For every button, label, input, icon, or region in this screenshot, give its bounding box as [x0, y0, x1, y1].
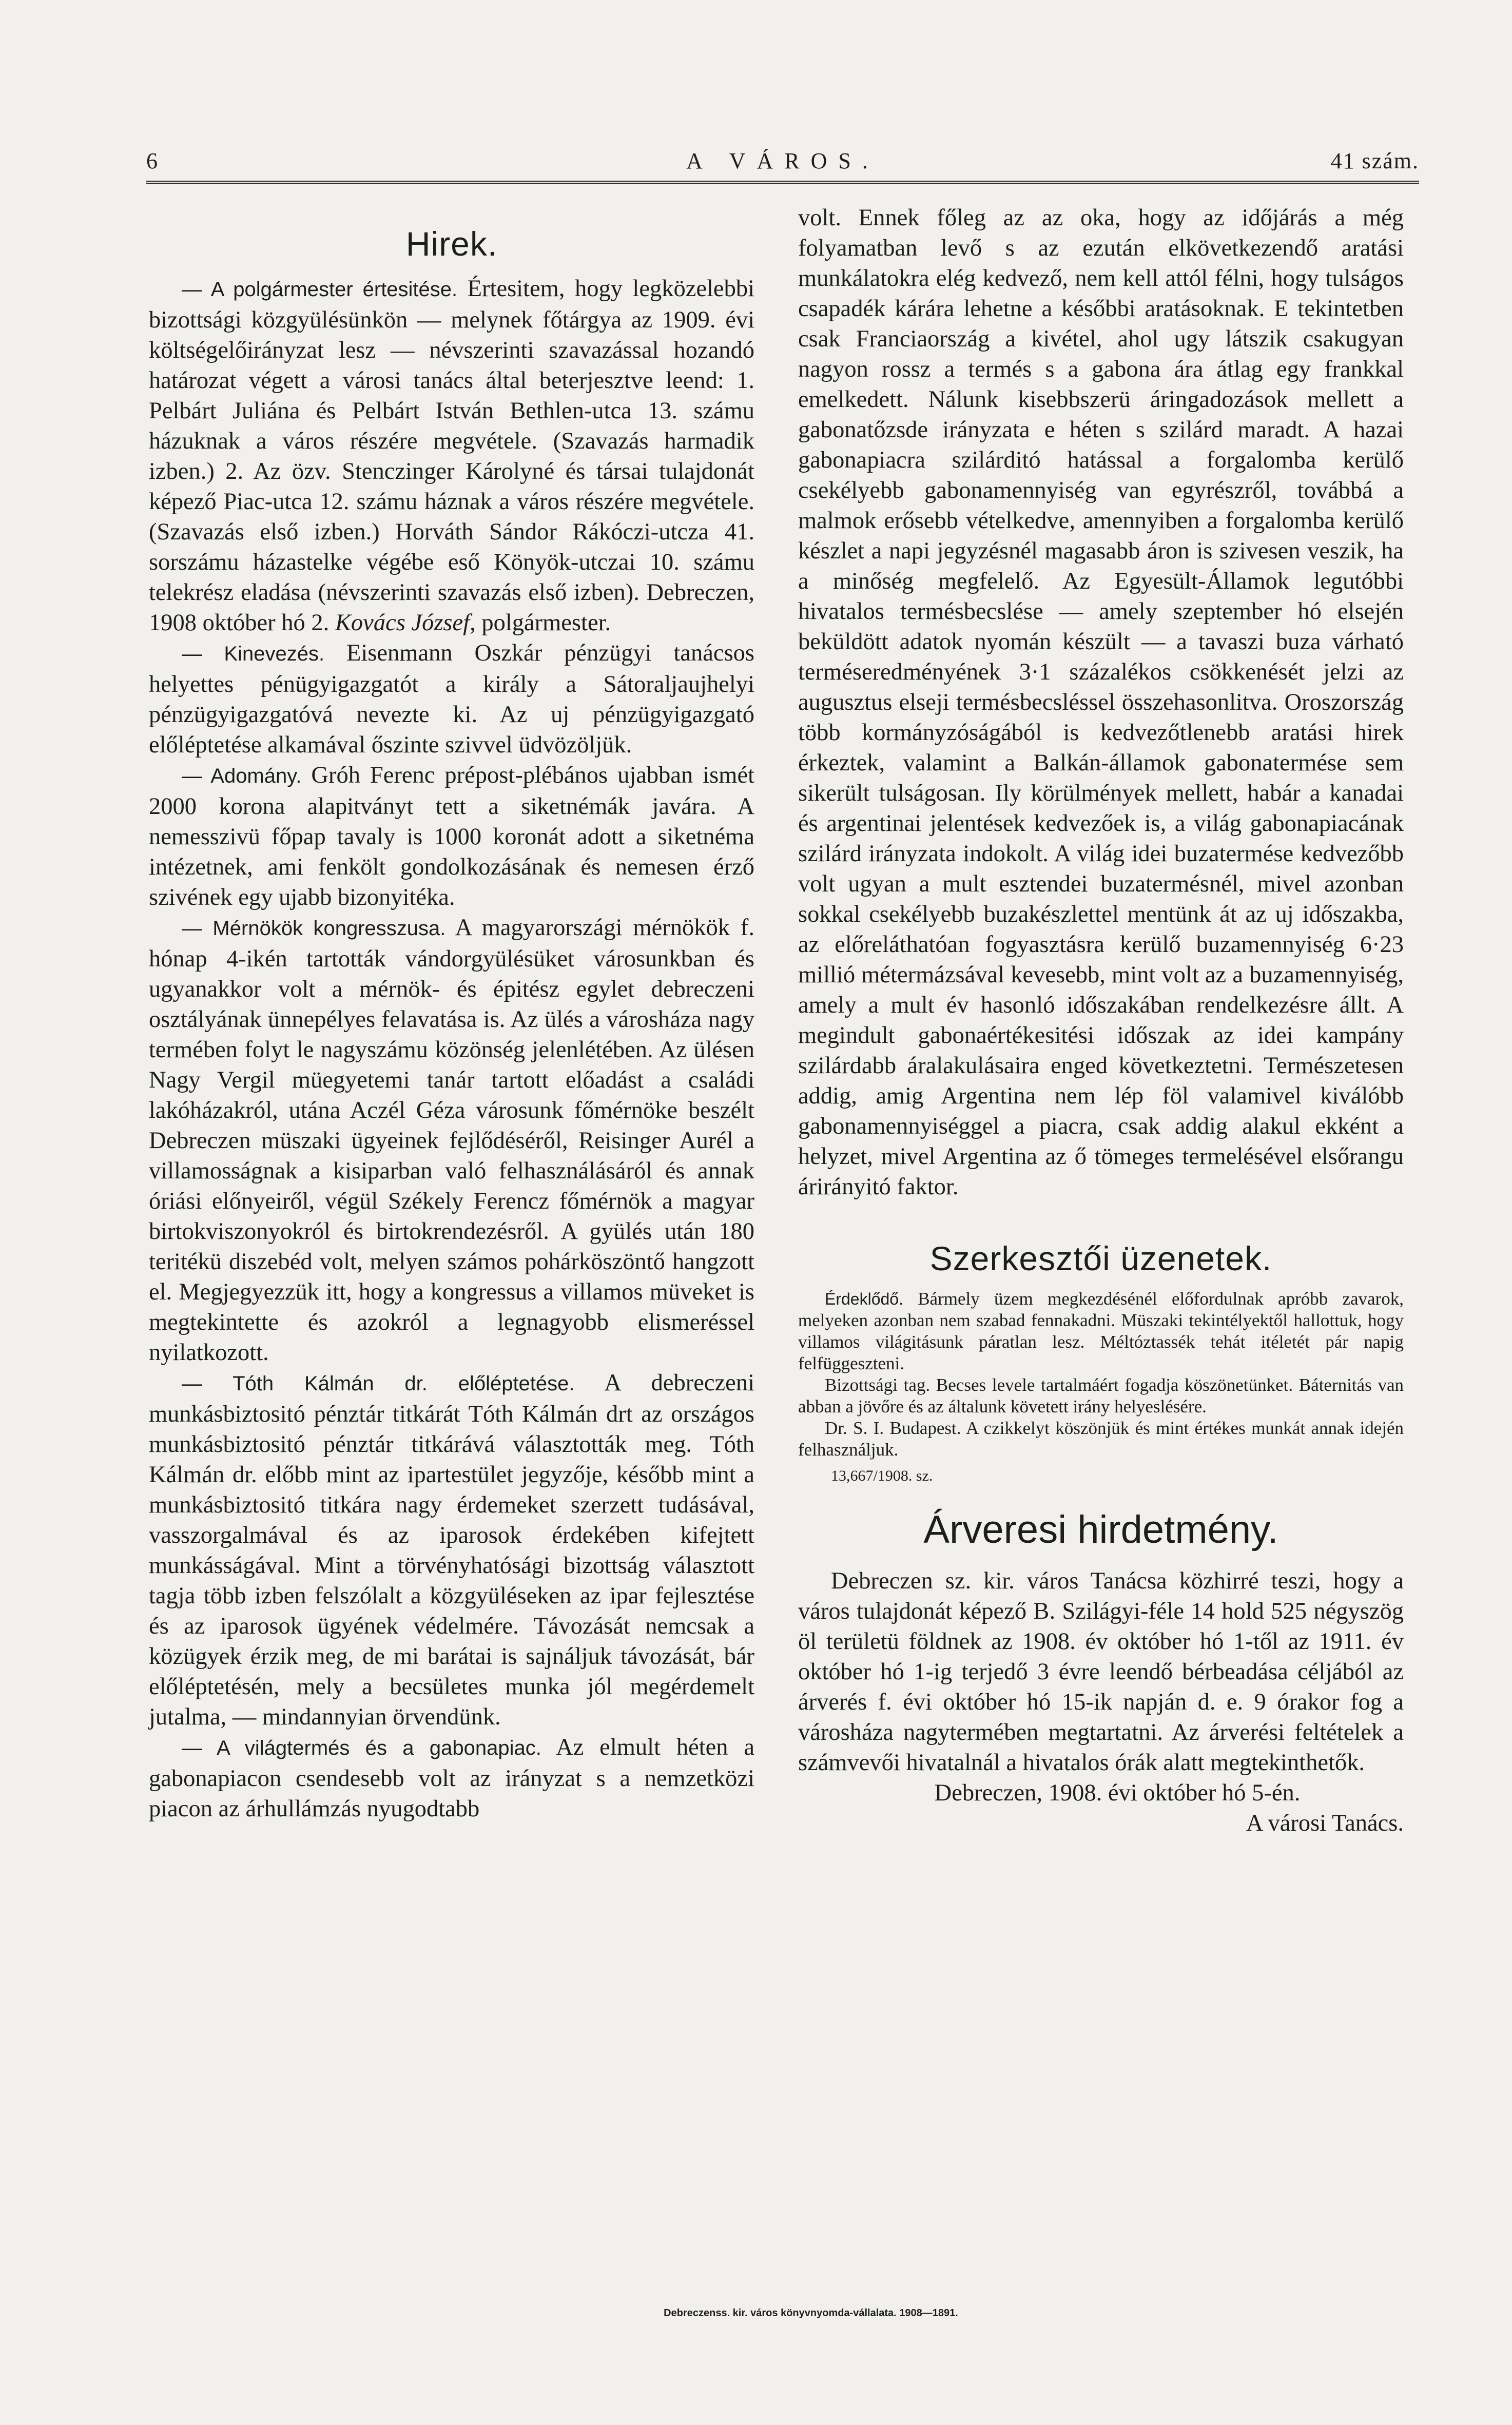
news-item-text: Gróh Ferenc prépost-plébános ujabban ismét 2000 korona alapitványt tett a siketnémák javára. A nemesszivü főpap tavaly is 1000 koronát adott a siketnéma intézetnek, ami fenkölt gondolkozásának és nemesen érző szivének egy ujabb bizonyitéka. — [149, 762, 754, 910]
news-item-text: Az elmult héten a gabonapiacon csendesebb volt az irányzat s a nemzetközi piacon az árhullámzás nyugodtabb — [149, 1734, 754, 1822]
printer-imprint: Debreczenss. kir. város könyvnyomda-vállalata. 1908—1891. — [664, 2307, 958, 2319]
running-header — [146, 148, 1419, 184]
news-item-lead: — Kinevezés. — [182, 643, 325, 665]
news-item-text: A magyarországi mérnökök f. hónap 4-ikén tartották vándorgyülésüket városunkban és ugyanakkor volt a mérnök- és épitész egylet debreczeni osztályának ünnepélyes felavatása is. Az ülés a városháza nagy termében folyt le nagyszámu közönség jelenlétében. Az ülésen Nagy Vergil müegyetemi tanár tartott előadást a családi lakóházakról, utána Aczél Géza városunk főmérnöke beszélt Debreczen müszaki ügyeinek fejlődéséről, Reisinger Aurél a villamosságnak a kisiparban való felhasználásáról és annak óriási előnyeiről, végül Székely Ferencz főmérnök a magyar birtokviszonyokról és birtokrendezésről. A gyülés után 180 teritékü diszebéd volt, melyen számos pohárköszöntő hangzott el. Megjegyezzük itt, hogy a kongressus a villamos müveket is megtekintette és azokról a legnagyobb elismeréssel nyilatkozott. — [149, 915, 754, 1366]
editor-note — [798, 1288, 1404, 1374]
editor-note-text: A czikkelyt köszönjük és mint értékes munkát annak idején felhasználjuk. — [798, 1418, 1404, 1460]
editor-note-text: Becses levele tartalmáért fogadja köszönetünket. Báternitás van abban a jövőre és az általunk követett irány helyeslésére. — [798, 1375, 1404, 1417]
editor-note-lead: Dr. S. I. Budapest. — [825, 1418, 961, 1438]
news-item-text: A debreczeni munkásbiztositó pénztár titkárát Tóth Kálmán drt az országos munkásbiztositó pénztár titkárává választották meg. Tóth Kálmán dr. előbb mint az ipartestület jegyzője, később mint a munkásbiztositó titkára nagy érdemeket szerzett tudásával, vasszorgalmával és az iparosok érdekében kifejtett munkásságával. Mint a törvényhatósági bizottság választott tagja több izben felszólalt a közgyüléseken az ipar fejlesztése és az iparosok ügyének védelmére. Távozását nemcsak a közügyek érzik meg, de mi barátai is sajnáljuk távozását, bár előléptetésén, mely a becsületes munka jól megérdemelt jutalma, — mindannyian örvendünk. — [149, 1370, 754, 1730]
news-item-text: Értesitem, hogy legközelebbi bizottsági közgyülésünkön — melynek főtárgya az 1909. évi költségelőirányzat lesz — névszerinti szavazással hozandó határozat végett a városi tanács által beterjesztve leend: 1. Pelbárt Juliána és Pelbárt István Bethlen-utca 13. számu házuknak a város részére megvétele. (Szavazás harmadik izben.) 2. Az özv. Stenczinger Károlyné és társai tulajdonát képező Piac-utca 12. számu háznak a város részére megvétele. (Szavazás első izben.) Horváth Sándor Rákóczi-utcza 41. sorszámu házastelke végébe eső Könyök-utczai 10. számu telekrész eladása (névszerinti szavazás első izben). Debreczen, 1908 október hó 2. — [149, 276, 754, 636]
news-item-lead: — Tóth Kálmán dr. előléptetése. — [182, 1372, 575, 1395]
editor-note — [798, 1374, 1404, 1418]
editor-note-lead: Bizottsági tag. — [825, 1375, 931, 1395]
news-item-lead: — Adomány. — [182, 765, 302, 787]
issue-number: 41 szám. — [1330, 148, 1419, 173]
news-item-lead: — Mérnökök kongresszusa. — [182, 917, 446, 940]
grain-market-continuation: volt. Ennek főleg az az oka, hogy az időjárás a még folyamatban levő s az ezután elkövetkezendő aratási munkálatokra elég kedvező, nem kell attól félni, hogy tulságos csapadék kárára lehetne a későbbi aratásoknak. E tekintetben csak Franciaország a kivétel, ahol ugy látszik csakugyan nagyon rossz a termés s a gabona ára átlag egy frankkal emelkedett. Nálunk kisebbszerü áringadozások mellett a gabonatőzsde irányzata e héten s szilárd maradt. A hazai gabonapiacra szilárditó hatással a forgalomba kerülő csekélyebb gabonamennyiség van egyrészről, továbbá a malmok erősebb vételkedve, amennyiben a forgalomba kerülő készlet a napi jegyzésnél magasabb áron is szivesen veszik, ha a minőség megfelelő. Az Egyesült-Államok legutóbbi hivatalos termésbecslése — amely szeptember hó elsején beküldött adatok nyomán készült — a tavaszi buza várható terméseredményének 3·1 százalékos csökkenését jelzi az augusztus elseji termésbecsléssel összehasonlitva. Oroszország több kormányzóságából is kedvezőtlenebb aratási hirek érkeztek, valamint a Balkán-államok gabonatermése sem sikerült tulságosan. Ily körülmények mellett, habár a kanadai és argentinai jelentések kedvezőek is, a világ gabonapiacának szilárd irányzata indokolt. A világ idei buzatermése kedvezőbb volt ugyan a mult esztendei buzatermésnél, mivel azonban sokkal csekélyebb buzakészlettel mentünk át az uj időszakba, az előreláthatóan fogyasztásra kerülő buzamennyiség 6·23 millió métermázsával kevesebb, mint volt az a buzamennyiség, amely a mult év hasonló időszakában rendelkezésre állt. A megindult gabonaértékesitési időszak az idei kampány szilárdabb áralakulásaira enged következtetni. Természetesen addig, amig Argentina nem lép föl valamivel kiválóbb gabonamennyiséggel a piacra, csak addig alakul ekként a helyzet, mivel Argentina az ő tömeges termelésével elsőrangu árirányitó faktor. — [798, 205, 1404, 1200]
editor-notes-title: Szerkesztői üzenetek. — [929, 1239, 1272, 1277]
editor-note-text: Bármely üzem megkezdésénél előfordulnak apróbb zavarok, melyeken azonban nem szabad fennakadni. Müszaki tekintélyektől hallottuk, hogy villamos világitásunk páratlan lesz. Méltóztassék tehát itéletét pár napig felfüggeszteni. — [798, 1289, 1404, 1373]
news-item-grain-market — [149, 1732, 754, 1824]
news-item-lead: — A világtermés és a gabonapiac. — [182, 1737, 541, 1759]
news-section-title: Hirek. — [405, 225, 498, 263]
news-item-appointment — [149, 638, 754, 760]
auction-text: Debreczen sz. kir. város Tanácsa közhirré teszi, hogy a város tulajdonát képező B. Szilágyi-féle 14 hold 525 négyszög öl területü földnek az 1908. év október hó 1-től az 1911. év október hó 1-ig terjedő 3 évre leendő bérbeadása céljából az árverés f. évi október hó 15-ik napján d. e. 9 órakor fog a városháza nagytermében megtartatni. Az árverési feltételek a számvevői hivatalnál a hivatalos órák alatt megtekinthetők. — [798, 1568, 1404, 1776]
page-number: 6 — [146, 148, 159, 173]
right-column — [798, 203, 1404, 1838]
mayor-signature: Kovács József, — [335, 610, 476, 636]
header-rule — [146, 181, 1419, 184]
left-column — [149, 203, 754, 1824]
auction-title: Árveresi hirdetmény. — [923, 1508, 1278, 1551]
news-item-donation — [149, 760, 754, 913]
editor-notes — [798, 1288, 1404, 1461]
news-item-promotion — [149, 1368, 754, 1732]
publication-title: A VÁROS. — [686, 148, 879, 173]
news-item-engineers — [149, 913, 754, 1368]
auction-date: Debreczen, 1908. évi október hó 5-én. — [934, 1780, 1301, 1806]
editor-note-lead: Érdeklődő. — [825, 1290, 903, 1308]
news-item-mayor — [149, 274, 754, 638]
auction-reference: 13,667/1908. sz. — [831, 1467, 933, 1484]
news-item-text: Eisenmann Oszkár pénzügyi tanácsos helyettes pénügyigazgatót a király a Sátoraljaujhelyi pénzügyigazgatóvá nevezte ki. Az uj pénzügyigazgató előléptetése alkamával őszinte szivvel üdvözöljük. — [149, 640, 755, 758]
news-item-lead: — A polgármester értesitése. — [182, 278, 458, 301]
mayor-title: polgármester. — [475, 610, 611, 636]
editor-note — [798, 1418, 1404, 1461]
auction-signature: A városi Tanács. — [1246, 1810, 1404, 1836]
